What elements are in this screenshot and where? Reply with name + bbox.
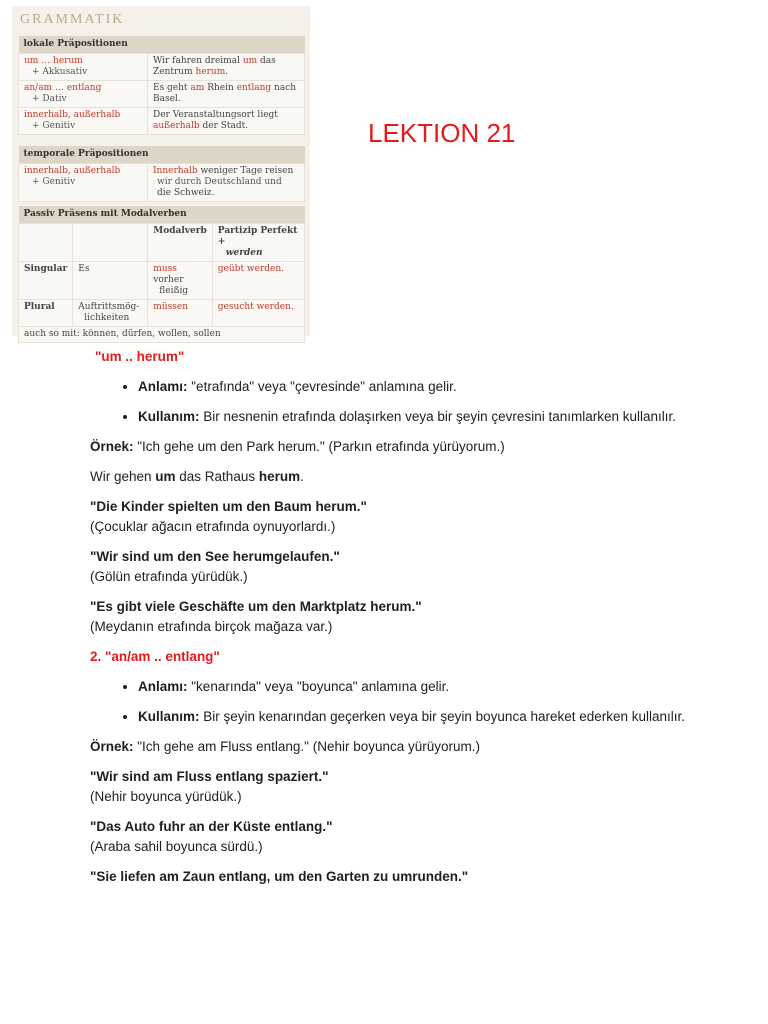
- table-row: innerhalb, außerhalb + Genitiv Innerhalb weniger Tage reisen wir durch Deutschland und die Schweiz.: [19, 164, 305, 202]
- bullet-list: [90, 677, 690, 727]
- table-header-row: Modalverb Partizip Perfekt + werden: [19, 224, 305, 262]
- table-row: Plural Auftrittsmög- lichkeiten müssen gesucht werden.: [19, 300, 305, 327]
- example-german: "Wir sind um den See herumgelaufen.": [90, 549, 340, 564]
- list-item: • Kullanım: Bir şeyin kenarından geçerken veya bir şeyin boyunca hareket ederken kullanılır.: [138, 707, 690, 727]
- example-german: "Die Kinder spielten um den Baum herum.": [90, 499, 367, 514]
- local-prepositions-table: [18, 36, 305, 135]
- section-header: Passiv Präsens mit Modalverben: [19, 206, 305, 224]
- table-row: Singular Es muss vorher fleißig geübt werden.: [19, 262, 305, 300]
- section-header: temporale Präpositionen: [19, 146, 305, 164]
- list-item: • Anlamı: "kenarında" veya "boyunca" anlamına gelir.: [138, 677, 690, 697]
- section-heading-um-herum: "um .. herum": [95, 349, 185, 364]
- lesson-title: LEKTION 21: [368, 118, 516, 148]
- example-line: Örnek: "Ich gehe um den Park herum." (Parkın etrafında yürüyorum.): [90, 439, 505, 454]
- table-row: um … herum + Akkusativ Wir fahren dreimal um das Zentrum herum.: [19, 54, 305, 81]
- section-header: lokale Präpositionen: [19, 36, 305, 54]
- table-row: innerhalb, außerhalb + Genitiv Der Veranstaltungsort liegt außerhalb der Stadt.: [19, 108, 305, 135]
- section-heading-an-entlang: 2. "an/am .. entlang": [90, 649, 220, 664]
- grammar-title: GRAMMATIK: [20, 12, 125, 27]
- table-row: an/am … entlang + Dativ Es geht am Rhein entlang nach Basel.: [19, 81, 305, 108]
- example-german: "Wir sind am Fluss entlang spaziert.": [90, 769, 329, 784]
- bullet-list: [90, 377, 690, 427]
- example-line: Örnek: "Ich gehe am Fluss entlang." (Nehir boyunca yürüyorum.): [90, 739, 481, 754]
- list-item: • Kullanım: Bir nesnenin etrafında dolaşırken veya bir şeyin çevresini tanımlarken kullanılır.: [138, 407, 690, 427]
- grammar-box: [12, 6, 310, 339]
- example-line: Wir gehen um das Rathaus herum.: [90, 469, 304, 484]
- table-footer-row: auch so mit: können, dürfen, wollen, sollen: [19, 327, 305, 343]
- passive-modal-table: [18, 206, 305, 343]
- example-translation: (Meydanın etrafında birçok mağaza var.): [90, 619, 333, 634]
- example-german: "Sie liefen am Zaun entlang, um den Garten zu umrunden.": [90, 869, 469, 884]
- example-german: "Es gibt viele Geschäfte um den Marktplatz herum.": [90, 599, 422, 614]
- list-item: • Anlamı: "etrafında" veya "çevresinde" anlamına gelir.: [138, 377, 690, 397]
- lesson-content: [90, 347, 690, 887]
- example-german: "Das Auto fuhr an der Küste entlang.": [90, 819, 333, 834]
- example-translation: (Nehir boyunca yürüdük.): [90, 789, 242, 804]
- temporal-prepositions-table: [18, 146, 305, 202]
- example-translation: (Çocuklar ağacın etrafında oynuyorlardı.): [90, 519, 336, 534]
- example-translation: (Gölün etrafında yürüdük.): [90, 569, 248, 584]
- example-translation: (Araba sahil boyunca sürdü.): [90, 839, 263, 854]
